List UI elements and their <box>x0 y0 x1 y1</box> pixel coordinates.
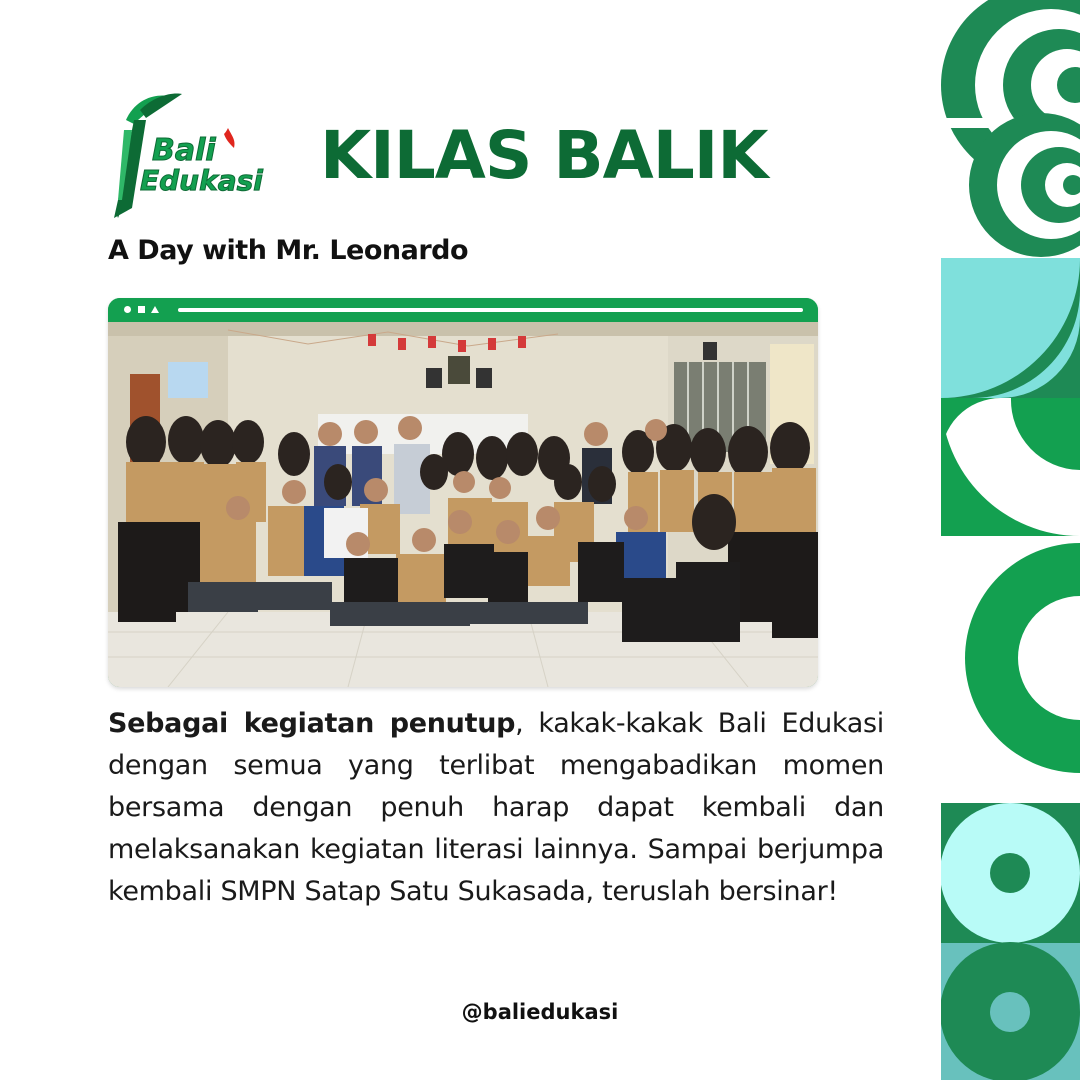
social-handle: @baliedukasi <box>461 1000 619 1024</box>
body-paragraph <box>108 703 884 913</box>
decorative-pattern <box>941 0 1080 1080</box>
svg-text:Edukasi: Edukasi <box>140 164 263 197</box>
page-subtitle: A Day with Mr. Leonardo <box>108 235 469 266</box>
body-bold-lead: Sebagai kegiatan penutup <box>108 708 516 739</box>
photo-window <box>108 298 818 687</box>
window-title-bar <box>108 298 818 322</box>
circle-icon <box>124 306 131 313</box>
body-text: , kakak-kakak Bali Edukasi dengan semua yang terlibat mengabadikan momen bersama dengan penuh harap dapat kembali dan melaksanakan kegiatan literasi lainnya. Sampai berjumpa kembali SMPN Satap Satu Sukasada, teruslah bersinar! <box>108 708 885 907</box>
page-title: KILAS BALIK <box>320 117 768 194</box>
bali-edukasi-logo <box>106 90 272 222</box>
svg-text:Bali: Bali <box>152 133 216 168</box>
title-bar-line <box>178 308 803 312</box>
square-icon <box>138 306 145 313</box>
group-photo <box>108 322 818 687</box>
triangle-icon <box>151 306 159 313</box>
